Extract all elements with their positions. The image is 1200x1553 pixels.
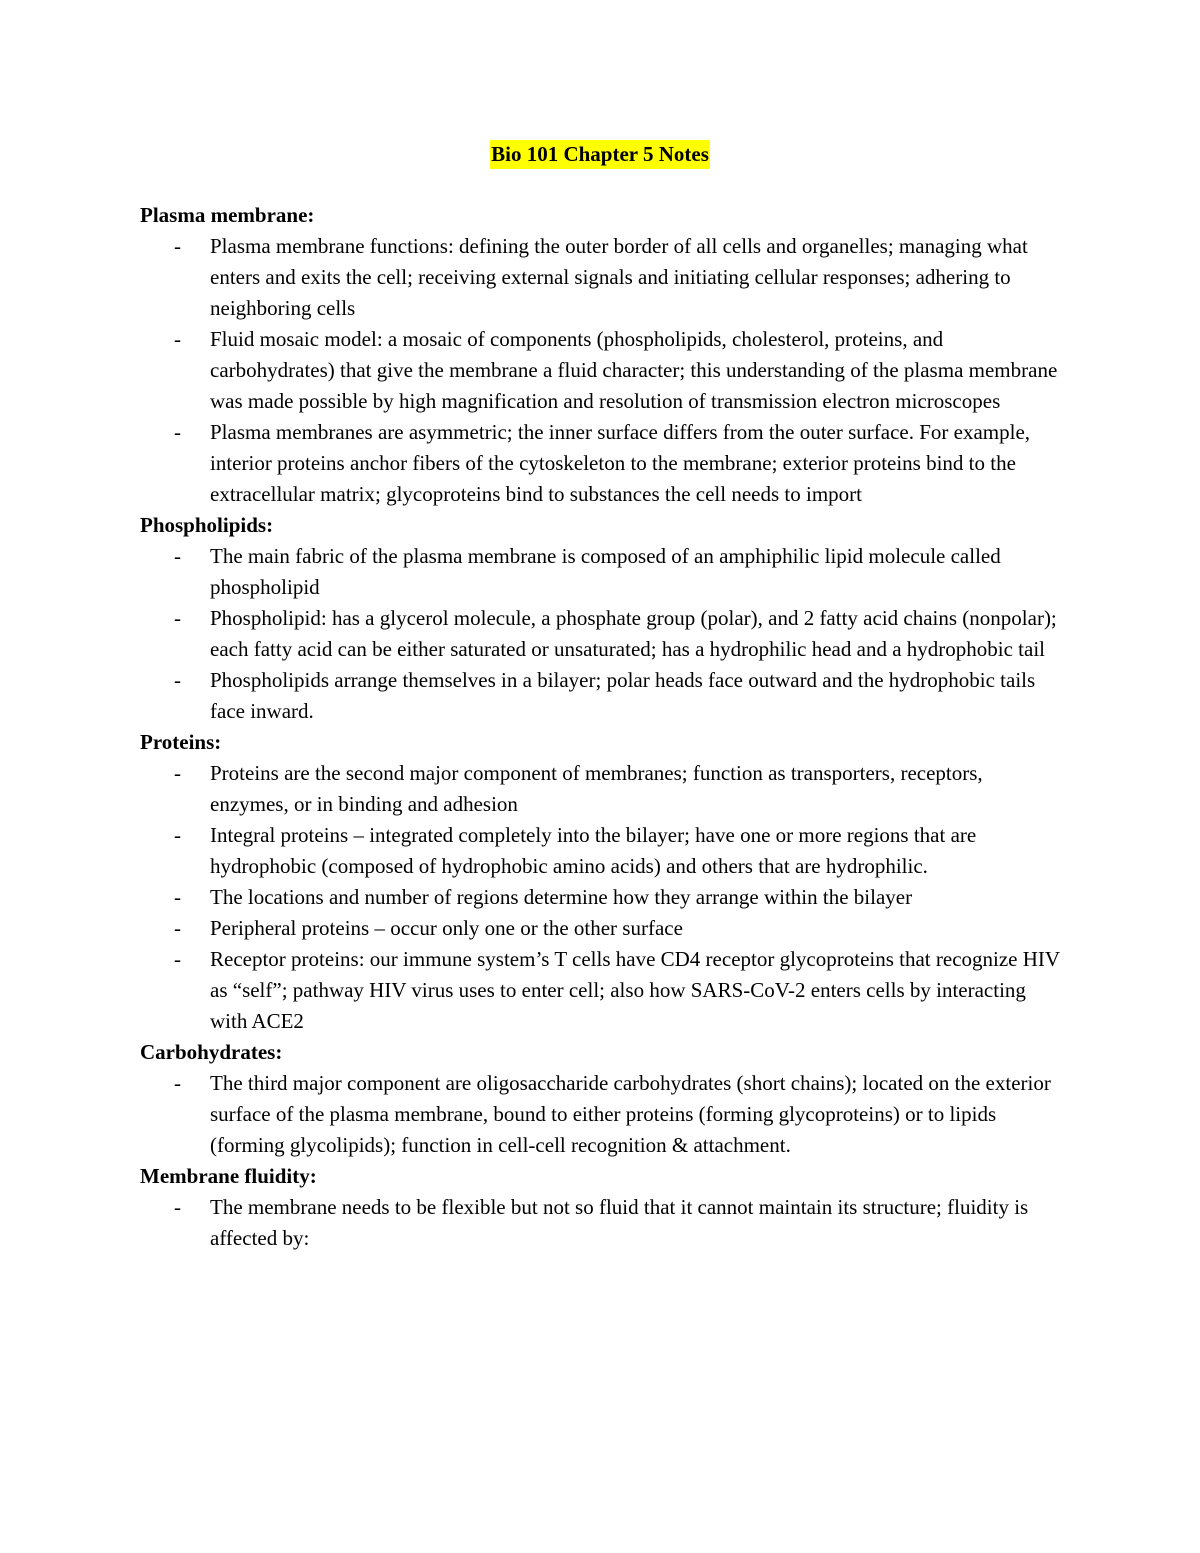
bullet-dash: -: [174, 916, 181, 940]
bullet-text: Fluid mosaic model: a mosaic of components (phospholipids, cholesterol, proteins, and carbohydrates) that give the membrane a fluid character; this understanding of the plasma membrane was made possible by high magnification and resolution of transmission electron microscopes: [210, 327, 1058, 413]
list-item: [140, 758, 1060, 820]
bullet-text: Integral proteins – integrated completely into the bilayer; have one or more regions that are hydrophobic (composed of hydrophobic amino acids) and others that are hydrophilic.: [210, 823, 977, 878]
bullet-list: [140, 541, 1060, 727]
list-item: [140, 541, 1060, 603]
bullet-dash: -: [174, 606, 181, 630]
list-item: [140, 820, 1060, 882]
section-heading: Phospholipids:: [140, 513, 274, 537]
list-item: [140, 882, 1060, 913]
bullet-dash: -: [174, 1071, 181, 1095]
section-heading: Proteins:: [140, 730, 222, 754]
bullet-list: [140, 1068, 1060, 1161]
list-item: [140, 324, 1060, 417]
bullet-dash: -: [174, 761, 181, 785]
bullet-text: Peripheral proteins – occur only one or the other surface: [210, 916, 683, 940]
bullet-dash: -: [174, 234, 181, 258]
bullet-text: Phospholipid: has a glycerol molecule, a phosphate group (polar), and 2 fatty acid chains (nonpolar); each fatty acid can be either saturated or unsaturated; has a hydrophilic head and a hydrophobic tail: [210, 606, 1057, 661]
bullet-dash: -: [174, 1195, 181, 1219]
list-item: [140, 417, 1060, 510]
title-wrap: [140, 140, 1060, 176]
list-item: [140, 944, 1060, 1037]
bullet-text: The third major component are oligosaccharide carbohydrates (short chains); located on the exterior surface of the plasma membrane, bound to either proteins (forming glycoproteins) or to lipids (forming glycolipids); function in cell-cell recognition & attachment.: [210, 1071, 1051, 1157]
list-item: [140, 1192, 1060, 1254]
bullet-text: Proteins are the second major component of membranes; function as transporters, receptors, enzymes, or in binding and adhesion: [210, 761, 983, 816]
section-heading: Membrane fluidity:: [140, 1164, 317, 1188]
list-item: [140, 231, 1060, 324]
bullet-dash: -: [174, 947, 181, 971]
bullet-list: [140, 1192, 1060, 1254]
list-item: [140, 1068, 1060, 1161]
bullet-dash: -: [174, 327, 181, 351]
bullet-dash: -: [174, 420, 181, 444]
list-item: [140, 603, 1060, 665]
bullet-text: Receptor proteins: our immune system’s T cells have CD4 receptor glycoproteins that recognize HIV as “self”; pathway HIV virus uses to enter cell; also how SARS-CoV-2 enters cells by interacting with ACE2: [210, 947, 1060, 1033]
page-title: Bio 101 Chapter 5 Notes: [490, 140, 710, 169]
bullet-list: [140, 758, 1060, 1037]
bullet-dash: -: [174, 823, 181, 847]
section-heading: Carbohydrates:: [140, 1040, 283, 1064]
bullet-text: Phospholipids arrange themselves in a bilayer; polar heads face outward and the hydrophobic tails face inward.: [210, 668, 1036, 723]
bullet-dash: -: [174, 544, 181, 568]
bullet-text: The membrane needs to be flexible but not so fluid that it cannot maintain its structure; fluidity is affected by:: [210, 1195, 1029, 1250]
document-body: [140, 200, 1060, 1254]
bullet-text: The main fabric of the plasma membrane is composed of an amphiphilic lipid molecule called phospholipid: [210, 544, 1001, 599]
list-item: [140, 665, 1060, 727]
bullet-text: Plasma membrane functions: defining the outer border of all cells and organelles; managing what enters and exits the cell; receiving external signals and initiating cellular responses; adhering to neighboring cells: [210, 234, 1028, 320]
list-item: [140, 913, 1060, 944]
bullet-text: Plasma membranes are asymmetric; the inner surface differs from the outer surface. For example, interior proteins anchor fibers of the cytoskeleton to the membrane; exterior proteins bind to the extracellular matrix; glycoproteins bind to substances the cell needs to import: [210, 420, 1031, 506]
bullet-dash: -: [174, 668, 181, 692]
section-heading: Plasma membrane:: [140, 203, 315, 227]
bullet-text: The locations and number of regions determine how they arrange within the bilayer: [210, 885, 913, 909]
bullet-list: [140, 231, 1060, 510]
bullet-dash: -: [174, 885, 181, 909]
